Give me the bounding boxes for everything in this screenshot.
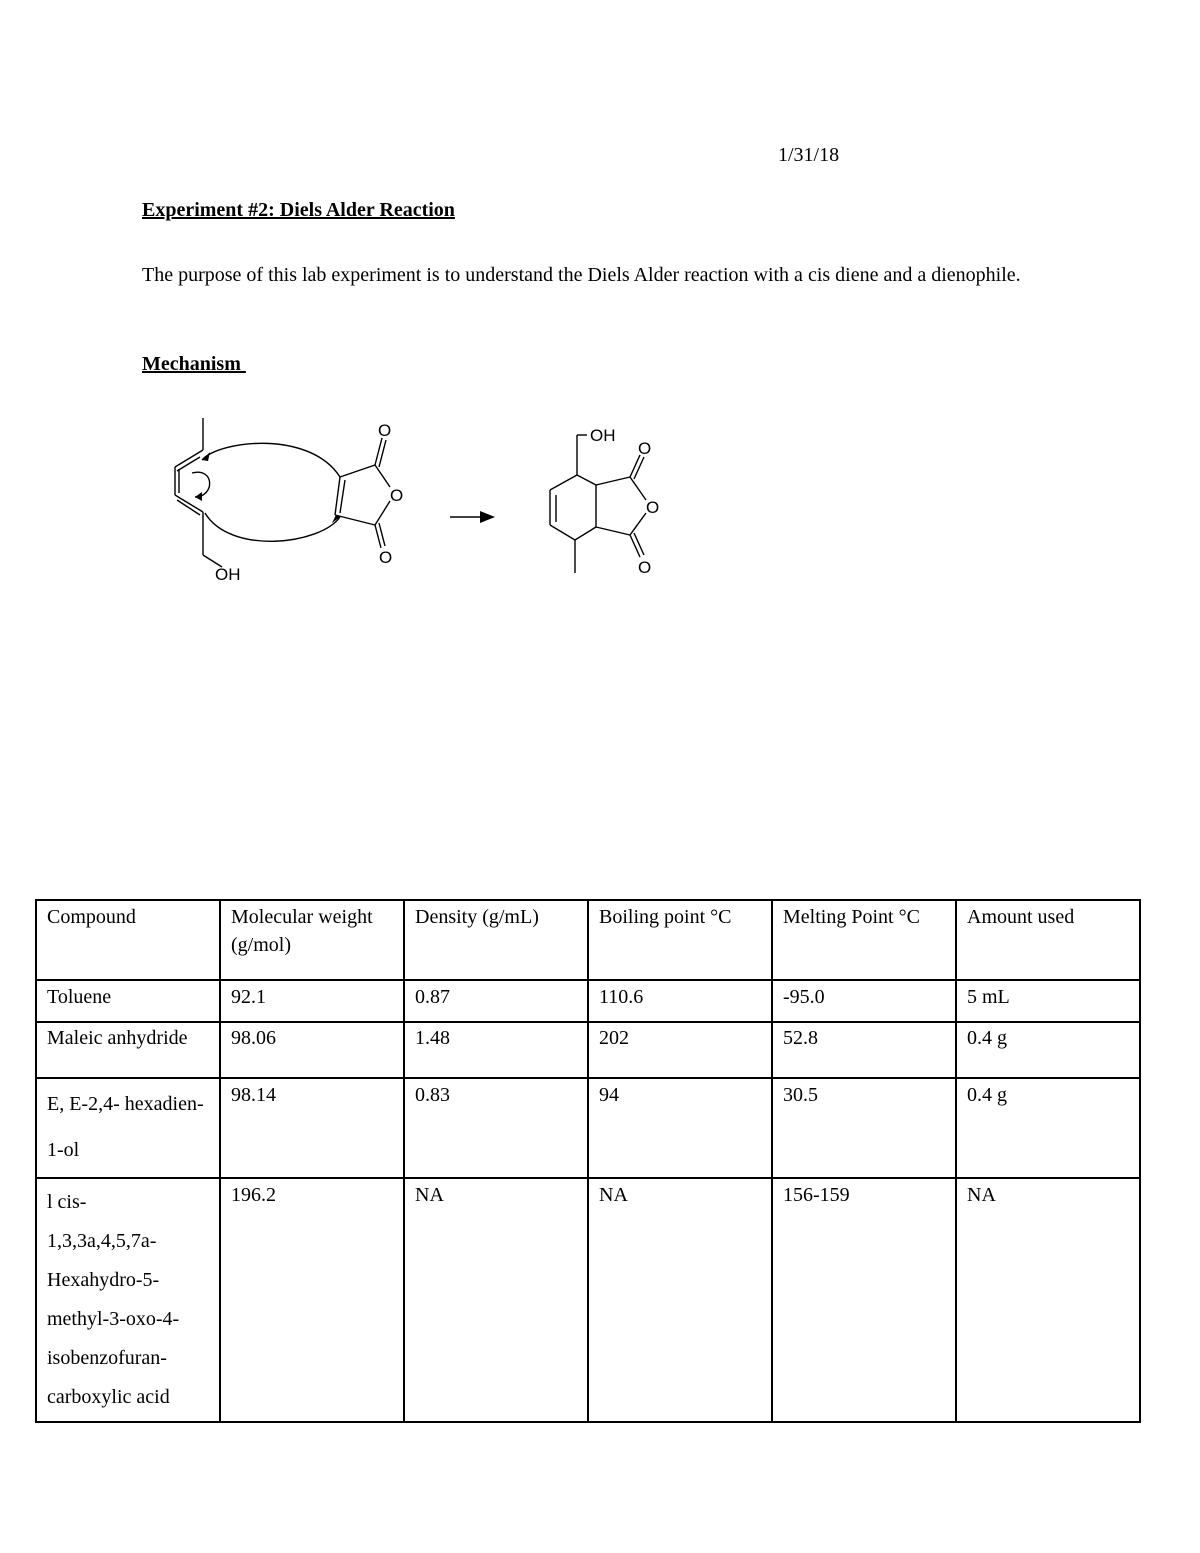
cell-amount-used: 0.4 g: [956, 1078, 1140, 1178]
electron-flow-arrows: [192, 443, 340, 541]
cell-boiling-point: 94: [588, 1078, 772, 1178]
document-date: 1/31/18: [778, 144, 840, 166]
compound-name-line: isobenzofuran-: [47, 1347, 167, 1369]
product-structure: [550, 435, 646, 573]
cell-density: 0.87: [404, 980, 588, 1022]
cell-molecular-weight: 98.14: [220, 1078, 404, 1178]
cell-amount-used: 0.4 g: [956, 1022, 1140, 1078]
diene-structure: [175, 418, 222, 567]
table-row: [36, 1178, 1140, 1422]
header-density: Density (g/mL): [404, 900, 588, 980]
cell-molecular-weight: 92.1: [220, 980, 404, 1022]
purpose-paragraph: The purpose of this lab experiment is to understand the Diels Alder reaction with a cis diene and a dienophile.: [142, 264, 1021, 286]
cell-molecular-weight: 196.2: [220, 1178, 404, 1422]
product-o-ring-label: O: [646, 498, 660, 517]
table-row: [36, 1022, 1140, 1078]
table-header-row: [36, 900, 1140, 980]
cell-density: 1.48: [404, 1022, 588, 1078]
header-compound: Compound: [36, 900, 220, 980]
cell-melting-point: -95.0: [772, 980, 956, 1022]
cell-density: 0.83: [404, 1078, 588, 1178]
product-o-top-label: O: [638, 439, 652, 458]
compound-name-line: l cis-: [47, 1191, 87, 1213]
table-row: [36, 980, 1140, 1022]
cell-melting-point: 52.8: [772, 1022, 956, 1078]
cell-amount-used: NA: [956, 1178, 1140, 1422]
header-melting-point: Melting Point °C: [772, 900, 956, 980]
cell-boiling-point: NA: [588, 1178, 772, 1422]
cell-boiling-point: 110.6: [588, 980, 772, 1022]
reaction-mechanism-diagram: [150, 405, 710, 595]
header-molecular-weight: Molecular weight (g/mol): [220, 900, 404, 980]
cell-compound: Maleic anhydride: [36, 1022, 220, 1078]
cell-melting-point: 156-159: [772, 1178, 956, 1422]
table-row: [36, 1078, 1140, 1178]
compound-properties-table: [35, 899, 1141, 1423]
cell-compound: [36, 1178, 220, 1422]
cell-amount-used: 5 mL: [956, 980, 1140, 1022]
compound-name-line: 1,3,3a,4,5,7a-: [47, 1230, 157, 1252]
anhydride-o-top-label: O: [378, 421, 392, 440]
product-oh-label: OH: [590, 426, 616, 445]
compound-name-line: methyl-3-oxo-4-: [47, 1308, 180, 1330]
experiment-title: Experiment #2: Diels Alder Reaction: [142, 199, 455, 221]
cell-density: NA: [404, 1178, 588, 1422]
cell-molecular-weight: 98.06: [220, 1022, 404, 1078]
anhydride-o-ring-label: O: [390, 486, 404, 505]
compound-name-line: Hexahydro-5-: [47, 1269, 160, 1291]
compound-name-line: carboxylic acid: [47, 1386, 170, 1408]
cell-compound: Toluene: [36, 980, 220, 1022]
header-amount-used: Amount used: [956, 900, 1140, 980]
cell-compound: E, E-2,4- hexadien-1-ol: [36, 1078, 220, 1178]
arrowheads: [195, 452, 495, 523]
product-o-bottom-label: O: [638, 558, 652, 577]
cell-boiling-point: 202: [588, 1022, 772, 1078]
anhydride-o-bottom-label: O: [379, 548, 393, 567]
maleic-anhydride-structure: [335, 438, 390, 548]
cell-melting-point: 30.5: [772, 1078, 956, 1178]
reactant-oh-label: OH: [215, 565, 241, 584]
header-boiling-point: Boiling point °C: [588, 900, 772, 980]
mechanism-heading: Mechanism: [142, 353, 246, 375]
